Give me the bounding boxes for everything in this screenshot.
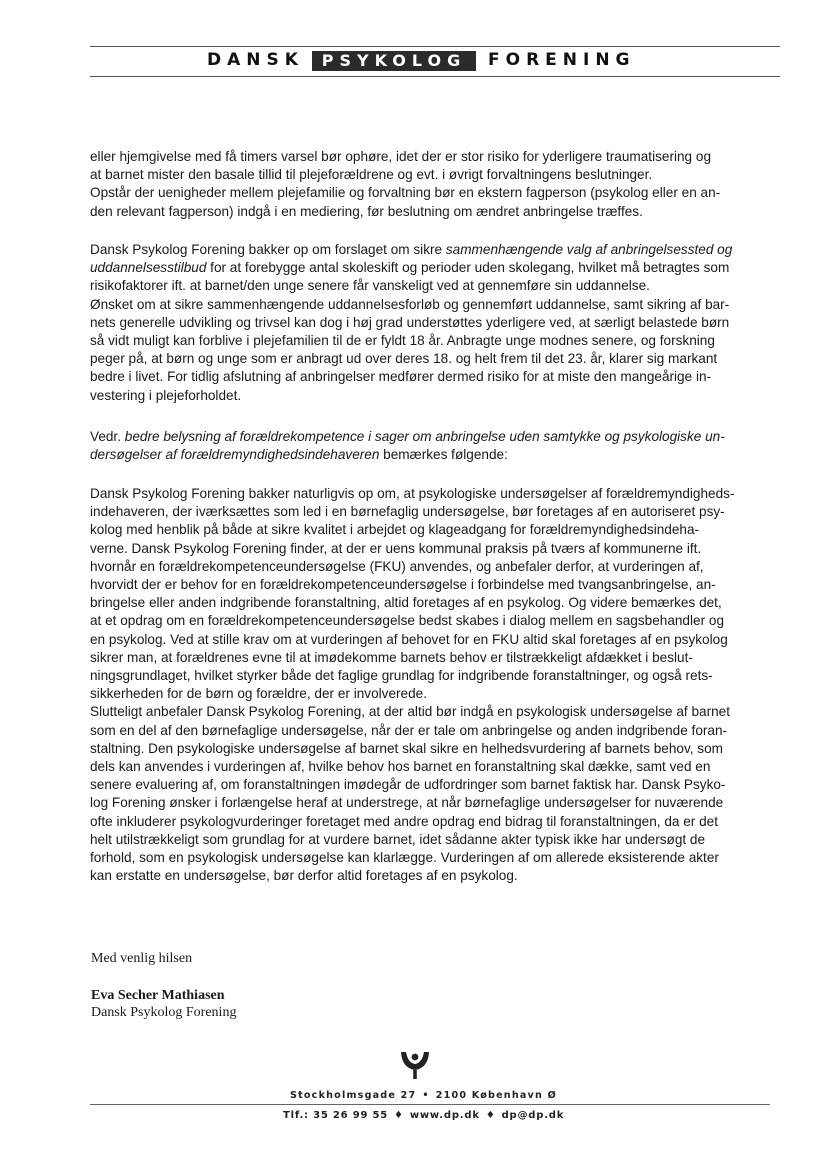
text-line: peger på, at børn og unge som er anbragt ud over deres 18. og helt frem til det 23. år, klarer sig markant <box>90 351 718 367</box>
text-line: ningsgrundlaget, hvilket styrker både det faglige grundlag for indgribende foranstaltninger, og også rets- <box>90 668 713 684</box>
footer-phone: Tlf.: 35 26 99 55 <box>283 1110 389 1121</box>
footer-street: Stockholmsgade 27 <box>290 1090 417 1101</box>
text-line <box>90 446 750 464</box>
text-line: staltning. Den psykologiske undersøgelse af barnet skal sikre en helhedsvurdering af barnets behov, som <box>90 740 723 756</box>
footer-rule <box>90 1104 770 1105</box>
text-line: dels kan anvendes i vurderingen af, hvilke behov hos barnet en foranstaltning skal dække, samt ved en <box>90 759 711 775</box>
text-run: Dansk Psykolog Forening bakker op om forslaget om sikre <box>90 242 446 257</box>
text-line <box>90 428 750 446</box>
text-line: vestering i plejeforholdet. <box>90 387 242 403</box>
text-line: Ønsket om at sikre sammenhængende uddannelsesforløb og gennemført uddannelse, samt sikring af bar- <box>90 296 730 312</box>
text-line: kolog med henblik på både at sikre kvalitet i arbejdet og klageadgang for forældremyndighedsindeha- <box>90 522 700 538</box>
text-line: hvornår en forældrekompetenceundersøgelse (FKU) anvendes, og anbefaler derfor, at vurderingen af, <box>90 558 704 574</box>
letterhead-word-psykolog: PSYKOLOG <box>321 51 467 70</box>
text-line <box>90 259 750 277</box>
text-line: sikkerheden for de børn og forældre, der er involverede. <box>90 686 427 702</box>
footer-city: 2100 København Ø <box>435 1090 557 1101</box>
text-line: helt utilstrækkeligt som grundlag for at vurdere barnet, idet sådanne akter typisk ikke har undersøgt de <box>90 831 706 847</box>
text-line: Slutteligt anbefaler Dansk Psykolog Forening, at der altid bør indgå en psykologisk undersøgelse af barnet <box>90 704 731 720</box>
text-line: som en del af den børnefaglige undersøgelse, når der er tale om anbringelse og anden indgribende foran- <box>90 722 728 738</box>
paragraph-4 <box>90 485 750 885</box>
emphasis-run: sammenhængende valg af anbringelsessted og <box>445 242 733 257</box>
text-line: sikrer man, at forældrenes evne til at imødekomme barnets behov er tilstrækkeligt afdækket i beslut- <box>90 649 693 665</box>
paragraph-2 <box>90 241 750 405</box>
letterhead <box>0 49 828 75</box>
letterhead-word-box <box>312 51 476 71</box>
text-line: Dansk Psykolog Forening bakker naturligvis op om, at psykologiske undersøgelser af forældremyndigheds- <box>90 486 735 501</box>
emphasis-run: dersøgelser af forældremyndighedsindehaveren <box>90 447 380 463</box>
text-line: den relevant fagperson) indgå i en mediering, før beslutning om ændret anbringelse træffes. <box>90 203 643 219</box>
text-line: så vidt muligt kan forblive i plejefamilien til de er fyldt 18 år. Anbragte unge modnes senere, og forskning <box>90 333 715 349</box>
text-line: hvorvidt der er behov for en forældrekompetenceundersøgelse i forbindelse med tvangsanbringelse, an- <box>90 577 716 593</box>
text-line: verne. Dansk Psykolog Forening finder, at der er uens kommunal praksis på tværs af kommunerne ift. <box>90 540 702 556</box>
text-line: at barnet mister den basale tillid til plejeforældrene og evt. i øvrigt forvaltningens beslutninger. <box>90 167 653 183</box>
text-line: indehaveren, der iværksættes som led i en børnefaglig undersøgelse, bør foretages af en autoriseret psy- <box>90 504 725 520</box>
signatory-name: Eva Secher Mathiasen <box>91 988 225 1003</box>
paragraph-3 <box>90 428 750 464</box>
text-run: Vedr. <box>90 429 125 444</box>
letterhead-word-forening: FORENING <box>488 50 636 70</box>
footer-email-link[interactable]: dp@dp.dk <box>501 1110 565 1121</box>
paragraph-1 <box>90 148 750 221</box>
footer-separator: • <box>422 1090 430 1101</box>
footer-contact <box>283 1110 564 1121</box>
text-line: ofte inkluderer psykologvurderinger foretaget med andre opdrag end bidrag til foranstaltningen, da er det <box>90 813 718 829</box>
text-line: kan erstatte en undersøgelse, bør derfor altid foretages af en psykolog. <box>90 868 518 884</box>
text-line: at et opdrag om en forældrekompetenceundersøgelse bedst skabes i dialog mellem en sagsbehandler og <box>90 613 725 629</box>
letterhead-word-dansk: DANSK <box>207 50 304 70</box>
footer-website-link[interactable]: www.dp.dk <box>409 1110 480 1121</box>
text-line: nets generelle udvikling og trivsel kan dog i høj grad understøttes yderligere ved, at særligt belastede børn <box>90 314 730 330</box>
text-line: bedre i livet. For tidlig afslutning af anbringelser medfører dermed risiko for at miste den mangeårige in- <box>90 369 712 385</box>
signatory-organisation: Dansk Psykolog Forening <box>91 1005 237 1020</box>
emphasis-run: uddannelsesstilbud <box>90 260 207 276</box>
footer-separator: ♦ <box>394 1110 404 1121</box>
closing-greeting: Med venlig hilsen <box>91 951 193 966</box>
header-bottom-rule <box>90 76 780 77</box>
header-top-rule <box>90 46 780 47</box>
text-line: risikofaktorer ift. at barnet/den unge senere får vanskeligt ved at gennemføre sin uddannelse. <box>90 278 650 294</box>
text-line: forhold, som en psykologisk undersøgelse kan klarlægge. Vurderingen af om allerede eksisterende akter <box>90 850 719 866</box>
text-line: senere evaluering af, om foranstaltningen imødegår de udfordringer som barnet faktisk har. Dansk Psyko- <box>90 777 726 793</box>
footer-separator: ♦ <box>485 1110 496 1121</box>
text-line: log Forening ønsker i forlængelse heraf at understrege, at når børnefaglige undersøgelser for nuværende <box>90 795 724 811</box>
emphasis-run: bedre belysning af forældrekompetence i sager om anbringelse uden samtykke og psykologiske un- <box>124 429 725 444</box>
text-run: for at forebygge antal skoleskift og perioder uden skolegang, hvilket må betragtes som <box>206 260 730 276</box>
dp-logo-mark-icon <box>398 1050 432 1080</box>
text-line: eller hjemgivelse med få timers varsel bør ophøre, idet der er stor risiko for yderligere traumatisering og <box>90 149 712 164</box>
text-line: Opstår der uenigheder mellem plejefamilie og forvaltning bør en ekstern fagperson (psykolog eller en an- <box>90 185 721 201</box>
text-line: en psykolog. Ved at stille krav om at vurderingen af behovet for en FKU altid skal foretages af en psykolog <box>90 631 728 647</box>
text-line: bringelse eller anden indgribende foranstaltning, altid foretages af en psykolog. Og videre bemærkes det, <box>90 595 722 611</box>
text-line <box>90 241 750 259</box>
footer-address <box>290 1090 557 1101</box>
text-run: bemærkes følgende: <box>379 447 508 463</box>
